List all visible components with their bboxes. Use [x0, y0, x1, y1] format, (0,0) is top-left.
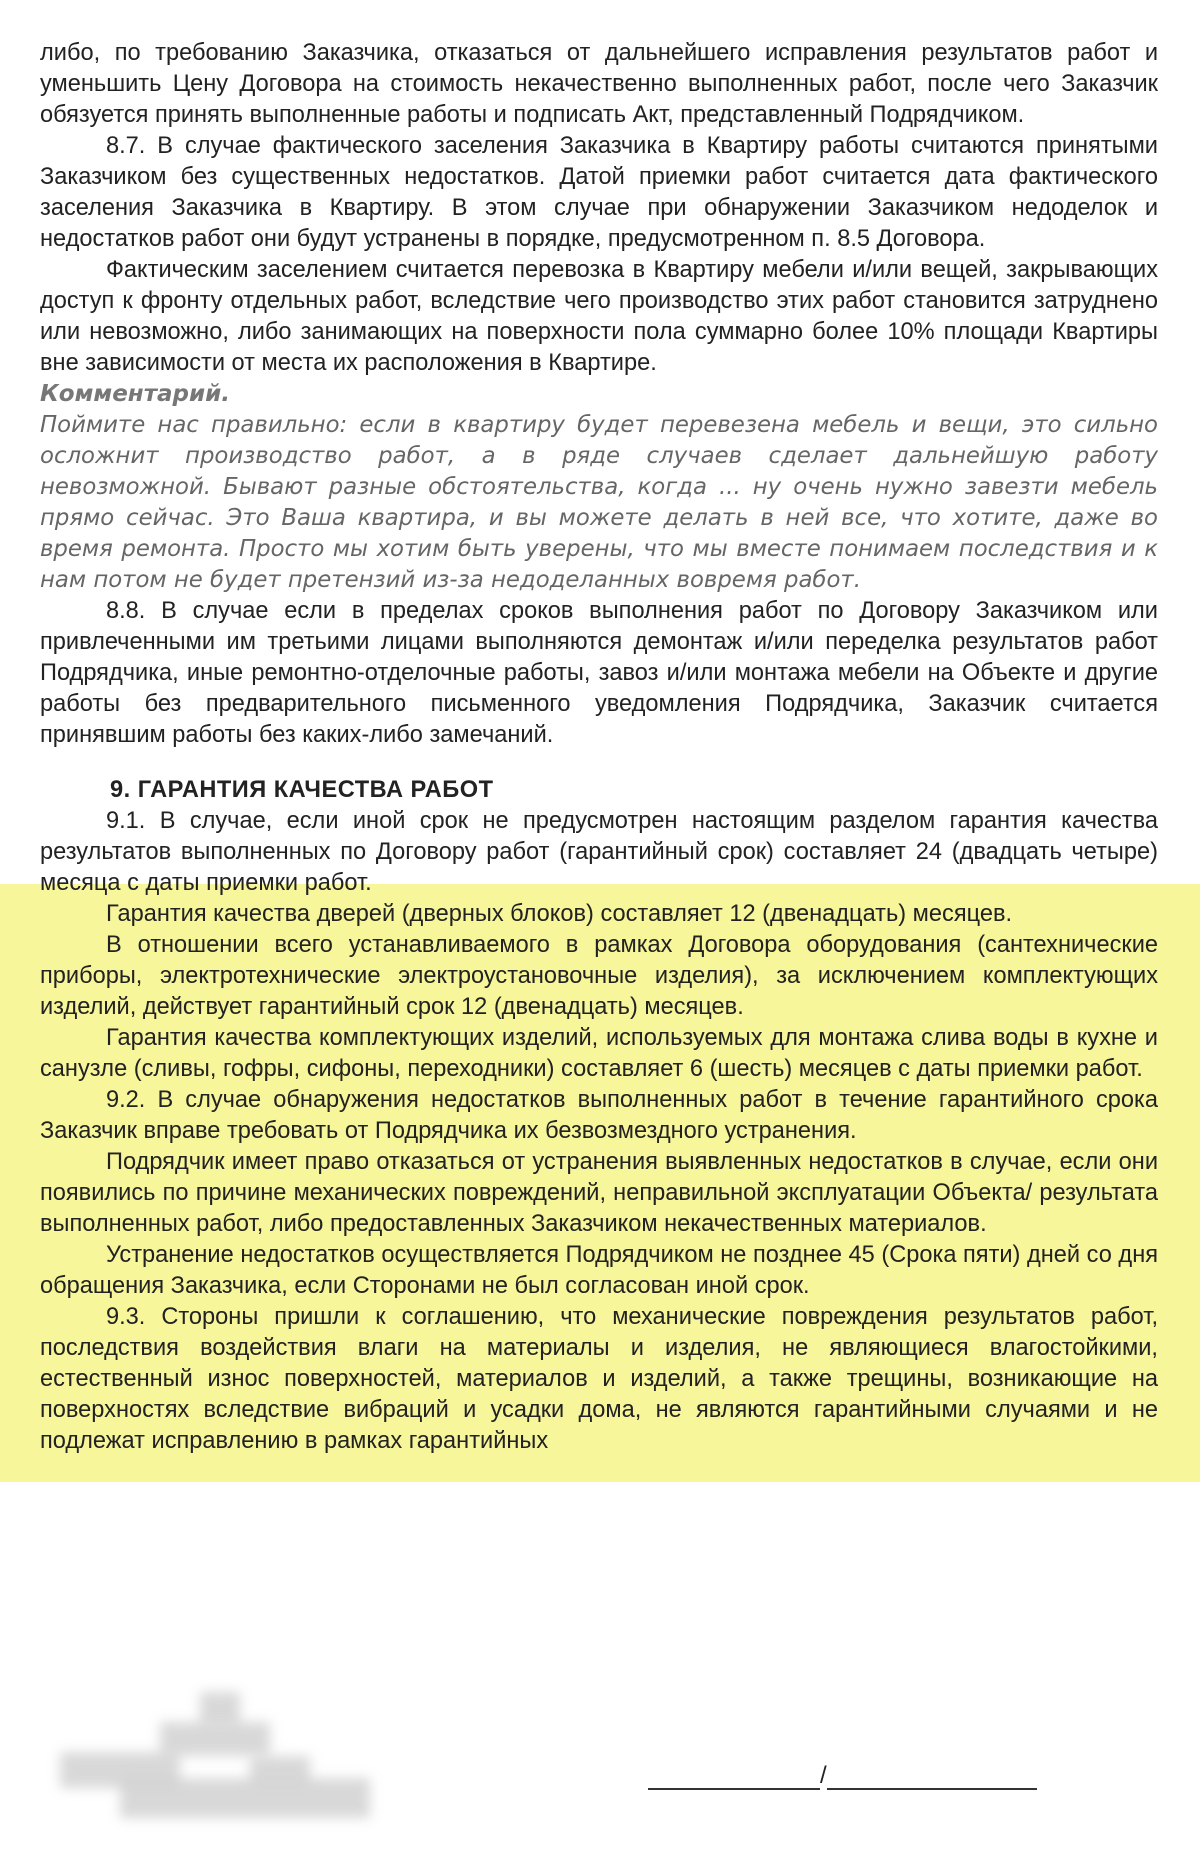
paragraph-refusal: Подрядчик имеет право отказаться от устранения выявленных недостатков в случае, если они появились по причине механических повреждений, неправильной эксплуатации Объекта/ результата выполненных работ, либо предоставленных Заказчиком некачественных материалов. — [40, 1149, 1158, 1237]
paragraph-9-1: 9.1. В случае, если иной срок не предусмотрен настоящим разделом гарантия качества результатов выполненных по Договору работ (гарантийный срок) составляет 24 (двадцать четыре) месяца с даты приемки работ. — [40, 808, 1158, 896]
paragraph-doors: Гарантия качества дверей (дверных блоков) составляет 12 (двенадцать) месяцев. — [106, 901, 1013, 927]
paragraph-settlement: Фактическим заселением считается перевозка в Квартиру мебели и/или вещей, закрывающих доступ к фронту отдельных работ, вследствие чего производство этих работ становится затруднено или невозможно, либо занимающих на поверхности пола суммарно более 10% площади Квартиры вне зависимости от места их расположения в Квартире. — [40, 257, 1158, 376]
paragraph-8-8: 8.8. В случае если в пределах сроков выполнения работ по Договору Заказчиком или привлеченными им третьими лицами выполняются демонтаж и/или переделка результатов работ Подрядчика, иные ремонтно-отделочные работы, завоз и/или монтажа мебели на Объекте и другие работы без предварительного письменного уведомления Подрядчика, Заказчик считается принявшим работы без каких-либо замечаний. — [40, 598, 1158, 748]
paragraph-8-7: 8.7. В случае фактического заселения Заказчика в Квартиру работы считаются принятыми Заказчиком без существенных недостатков. Датой приемки работ считается дата фактического заселения Заказчика в Квартиру. В этом случае при обнаружении Заказчиком недоделок и недостатков работ они будут устранены в порядке, предусмотренном п. 8.5 Договора. — [40, 133, 1158, 252]
paragraph-equipment: В отношении всего устанавливаемого в рамках Договора оборудования (сантехнические приборы, электротехнические электроустановочные изделия), за исключением комплектующих изделий, действует гарантийный срок 12 (двенадцать) месяцев. — [40, 932, 1158, 1020]
comment-title: Комментарий. — [40, 381, 230, 407]
paragraph-elimination: Устранение недостатков осуществляется Подрядчиком не позднее 45 (Срока пяти) дней со дня обращения Заказчика, если Сторонами не был согласован иной срок. — [40, 1242, 1158, 1299]
paragraph-components: Гарантия качества комплектующих изделий, используемых для монтажа слива воды в кухне и санузле (сливы, гофры, сифоны, переходники) составляет 6 (шесть) месяцев с даты приемки работ. — [40, 1025, 1158, 1082]
paragraph-9-2: 9.2. В случае обнаружения недостатков выполненных работ в течение гарантийного срока Заказчик вправе требовать от Подрядчика их безвозмездного устранения. — [40, 1087, 1158, 1144]
paragraph-continuation: либо, по требованию Заказчика, отказаться от дальнейшего исправления результатов работ и уменьшить Цену Договора на стоимость некачественно выполненных работ, после чего Заказчик обязуется принять выполненные работы и подписать Акт, представленный Подрядчиком. — [40, 40, 1158, 128]
signature-line-right — [827, 1766, 1037, 1790]
comment-text: Поймите нас правильно: если в квартиру будет перевезена мебель и вещи, это сильно осложнит производство работ, а в ряде случаев сделает дальнейшую работу невозможной. Бывают разные обстоятельства, когда ... ну очень нужно завезти мебель прямо сейчас. Это Ваша квартира, и вы можете делать в ней все, что хотите, даже во время ремонта. Просто мы хотим быть уверены, что мы вместе понимаем последствия и к нам потом не будет претензий из-за недоделанных вовремя работ. — [40, 412, 1158, 593]
signature-line-left — [648, 1766, 820, 1790]
section-heading: 9. ГАРАНТИЯ КАЧЕСТВА РАБОТ — [110, 777, 494, 803]
signature-lines — [648, 1762, 1037, 1790]
signature-separator: / — [820, 1762, 827, 1789]
document-body — [40, 38, 1158, 1457]
paragraph-9-3: 9.3. Стороны пришли к соглашению, что механические повреждения результатов работ, последствия воздействия влаги на материалы и изделия, не являющиеся влагостойкими, естественный износ поверхностей, материалов и изделий, а также трещины, возникающие на поверхностях вследствие вибраций и усадки дома, не являются гарантийными случаями и не подлежат исправлению в рамках гарантийных — [40, 1304, 1158, 1454]
